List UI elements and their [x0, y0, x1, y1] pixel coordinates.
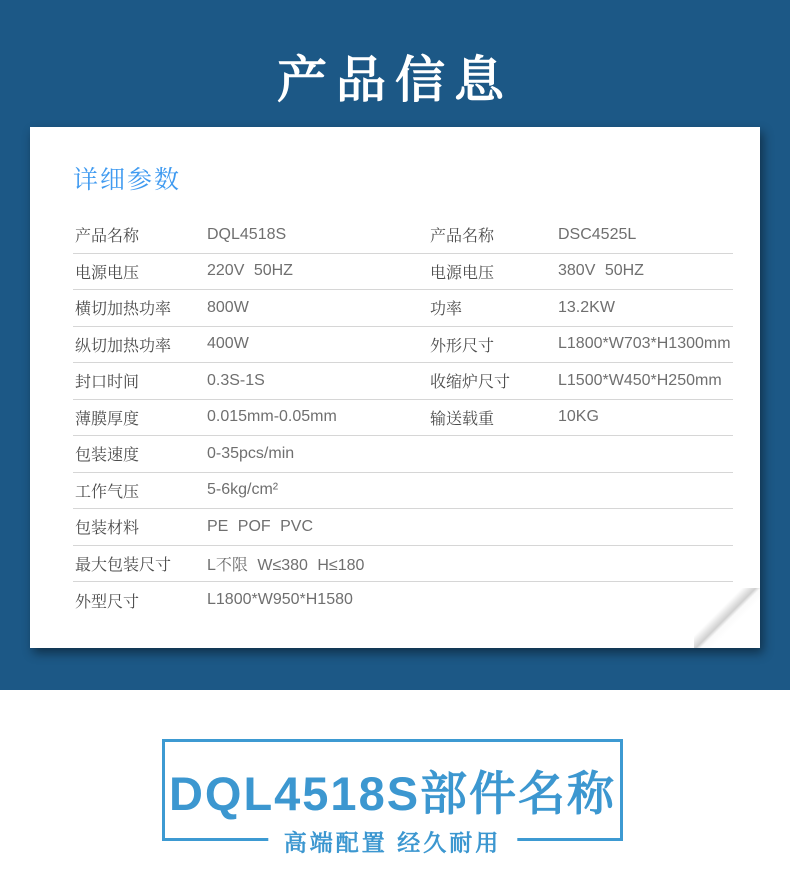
spec-left-value: 220V 50HZ — [207, 262, 293, 280]
spec-row — [73, 436, 733, 473]
spec-left-label: 外型尺寸 — [75, 593, 140, 611]
spec-left-label: 产品名称 — [75, 228, 140, 246]
spec-left-value: DQL4518S — [207, 225, 287, 243]
spec-right-value: 13.2KW — [558, 298, 615, 316]
spec-table — [73, 217, 733, 619]
spec-left-label: 封口时间 — [75, 374, 140, 392]
spec-left-value: 0.3S-1S — [207, 371, 265, 389]
spec-right-label: 电源电压 — [430, 264, 495, 282]
spec-left-value: 400W — [207, 335, 249, 353]
spec-right-value: 380V 50HZ — [558, 262, 644, 280]
page-title: 产品信息 — [277, 52, 513, 108]
spec-left-value: L不限 W≤380 H≤180 — [207, 556, 365, 574]
spec-left-label: 电源电压 — [75, 264, 140, 282]
spec-left-value: 0-35pcs/min — [207, 444, 295, 462]
spec-row — [73, 217, 733, 254]
spec-right-value: DSC4525L — [558, 225, 637, 243]
spec-left-label: 薄膜厚度 — [75, 410, 140, 428]
spec-row — [73, 546, 733, 583]
spec-row — [73, 582, 733, 619]
banner-subtitle: 高端配置 经久耐用 — [268, 825, 517, 858]
spec-left-label: 最大包装尺寸 — [75, 556, 172, 574]
spec-left-value: L1800*W950*H1580 — [207, 591, 353, 609]
spec-card — [30, 127, 760, 648]
spec-left-value: 5-6kg/cm² — [207, 481, 279, 499]
spec-left-value: 800W — [207, 298, 249, 316]
spec-left-label: 工作气压 — [75, 483, 140, 501]
spec-left-label: 包装材料 — [75, 520, 140, 538]
banner-title: DQL4518S部件名称 — [168, 766, 617, 820]
spec-right-label: 功率 — [430, 301, 463, 319]
spec-row — [73, 290, 733, 327]
spec-right-label: 产品名称 — [430, 228, 495, 246]
spec-right-label: 输送载重 — [430, 410, 495, 428]
spec-right-value: 10KG — [558, 408, 599, 426]
spec-row — [73, 327, 733, 364]
spec-left-label: 横切加热功率 — [75, 301, 172, 319]
spec-left-label: 包装速度 — [75, 447, 140, 465]
spec-right-value: L1800*W703*H1300mm — [558, 335, 731, 353]
section-title: 详细参数 — [73, 166, 182, 194]
bottom-banner — [162, 739, 623, 856]
spec-row — [73, 400, 733, 437]
spec-right-label: 外形尺寸 — [430, 337, 495, 355]
spec-row — [73, 363, 733, 400]
spec-left-value: 0.015mm-0.05mm — [207, 408, 337, 426]
page-curl-decoration — [694, 588, 760, 648]
spec-row — [73, 473, 733, 510]
spec-right-label: 收缩炉尺寸 — [430, 374, 511, 392]
spec-right-value: L1500*W450*H250mm — [558, 371, 722, 389]
spec-left-label: 纵切加热功率 — [75, 337, 172, 355]
spec-row — [73, 509, 733, 546]
spec-left-value: PE POF PVC — [207, 517, 314, 535]
spec-row — [73, 254, 733, 291]
